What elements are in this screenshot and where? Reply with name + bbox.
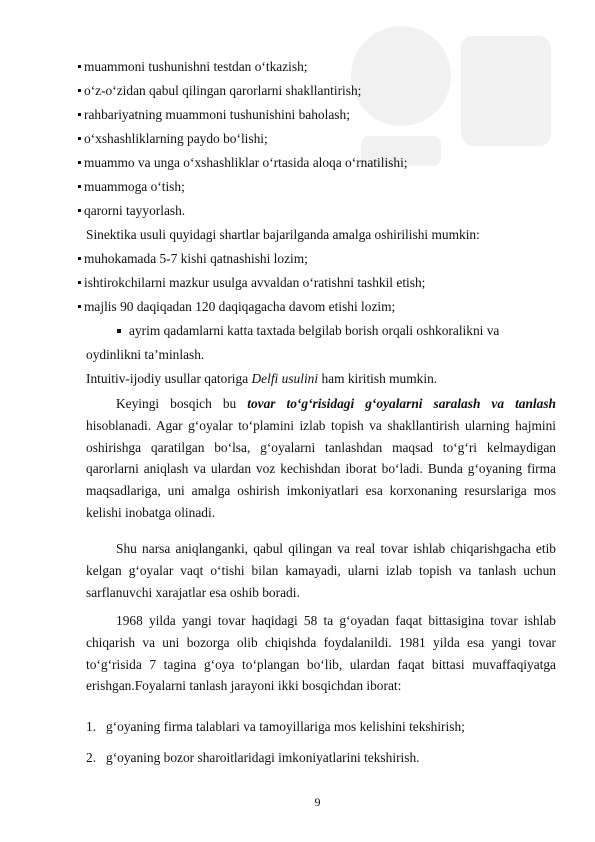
condition-item: ishtirokchilarni mazkur usulga avvaldan o‘ratishni tashkil etish;: [78, 274, 425, 291]
bullet-item: qarorni tayyorlash.: [78, 202, 185, 219]
bullet-icon: [78, 89, 81, 92]
bullet-icon: [78, 281, 81, 284]
condition-item: muhokamada 5-7 kishi qatnashishi lozim;: [78, 250, 308, 267]
bullet-item: muammoni tushunishni testdan o‘tkazish;: [78, 58, 308, 75]
bullet-icon: [117, 329, 121, 333]
sinektika-intro: Sinektika usuli quyidagi shartlar bajarilganda amalga oshirilishi mumkin:: [86, 227, 480, 242]
paragraph-selection: Keyingi bosqich bu tovar to‘g‘risidagi g‘oyalarni saralash va tanlash hisoblanadi. Agar g‘oyalar to‘plamini izlab topish va shakllantirish ularning hajmini oshirishga qaratilgan bo‘lsa, g‘oyalarni tanlashdan maqsad to‘g‘ri kelmaydigan qarorlarni aniqlash va ulardan voz kechishdan iborat bo‘ladi. Bunda g‘oyaning firma maqsadlariga, uni amalga oshirish imkoniyatlari esa korxonaning resurslariga mos kelishi inobatga olinadi.: [86, 396, 557, 520]
bullet-icon: [78, 65, 81, 68]
paragraph-history: 1968 yilda yangi tovar haqidagi 58 ta g‘oyadan faqat bittasigina tovar ishlab chiqarish va uni bozorga olib chiqishda foydalanildi. 1981 yilda esa yangi tovar to‘g‘risida 7 tagina g‘oya to‘plangan bo‘lib, ulardan faqat bittasi muvaffaqiyatga erishgan.Foyalarni tanlash jarayoni ikki bosqichdan iborat:: [86, 613, 556, 694]
bullet-item: rahbariyatning muammoni tushunishini baholash;: [78, 106, 350, 123]
bullet-item: o‘z-o‘zidan qabul qilingan qarorlarni shakllantirish;: [78, 82, 361, 99]
bullet-icon: [78, 209, 81, 212]
bullet-item: muammoga o‘tish;: [78, 178, 185, 195]
indented-bullet-line: ayrim qadamlarni katta taxtada belgilab borish orqali oshkoralikni va: [117, 322, 499, 339]
bullet-icon: [78, 113, 81, 116]
paragraph-ideas: Shu narsa aniqlanganki, qabul qilingan va real tovar ishlab chiqarishgacha etib kelgan g‘oyalar vaqt o‘tishi bilan kamayadi, ularni izlab topish va tanlash uchun sarflanuvchi xarajatlar esa oshib boradi.: [86, 541, 556, 600]
bullet-icon: [78, 185, 81, 188]
page-number: 9: [314, 795, 321, 809]
bullet-icon: [78, 161, 81, 164]
condition-item: majlis 90 daqiqadan 120 daqiqagacha davom etishi lozim;: [78, 298, 395, 315]
bullet-icon: [78, 257, 81, 260]
watermark-logo: [341, 16, 561, 176]
bullet-item: o‘xshashliklarning paydo bo‘lishi;: [78, 130, 268, 147]
indented-bullet-continuation: oydinlikni ta’minlash.: [86, 347, 205, 362]
bullet-icon: [78, 137, 81, 140]
numbered-item: 2. g‘oyaning bozor sharoitlaridagi imkoniyatlarini tekshirish.: [86, 750, 420, 765]
numbered-item: 1. g‘oyaning firma talablari va tamoyillariga mos kelishini tekshirish;: [86, 719, 465, 734]
intuitiv-line: Intuitiv-ijodiy usullar qatoriga Delfi usulini ham kiritish mumkin.: [86, 371, 438, 386]
bullet-icon: [78, 305, 81, 308]
bullet-item: muammo va unga o‘xshashliklar o‘rtasida aloqa o‘rnatilishi;: [78, 154, 408, 171]
